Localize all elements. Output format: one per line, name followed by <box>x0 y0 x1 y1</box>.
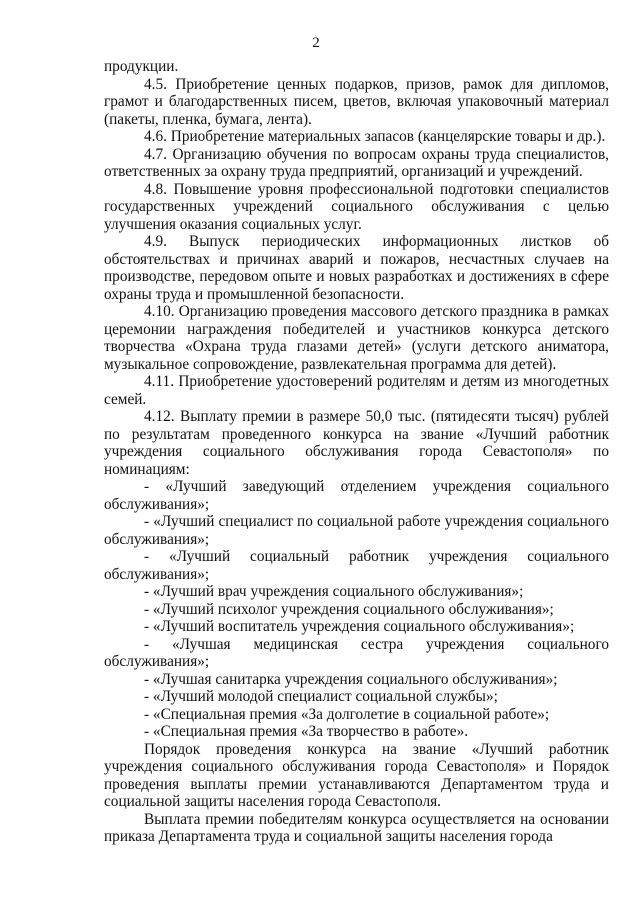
nomination-list-item: - «Специальная премия «За творчество в работе». <box>144 723 469 740</box>
nomination-list-item: - «Лучший воспитатель учреждения социального обслуживания»; <box>144 618 575 635</box>
paragraph-payment-basis: Выплата премии победителям конкурса осуществляется на основании приказа Департамента труда и социальной защиты населения города <box>104 810 609 845</box>
nomination-list-item: - «Лучший молодой специалист социальной службы»; <box>144 688 498 705</box>
paragraph-4-8: 4.8. Повышение уровня профессиональной подготовки специалистов государственных учреждений социального обслуживания с целью улучшения оказания социальных услуг. <box>104 180 609 233</box>
paragraph-contest-procedure: Порядок проведения конкурса на звание «Лучший работник учреждения социального обслуживания города Севастополя» и Порядок проведения выплаты премии устанавливаются Департаментом труда и социальной защиты населения города Севастополя. <box>104 740 609 810</box>
nomination-list-item: - «Лучший социальный работник учреждения социального обслуживания»; <box>104 548 609 583</box>
nomination-list-item: - «Лучшая медицинская сестра учреждения социального обслуживания»; <box>104 635 609 670</box>
nomination-list-item: - «Лучшая санитарка учреждения социального обслуживания»; <box>144 670 558 688</box>
nomination-list-item: - «Лучший врач учреждения социального обслуживания»; <box>144 583 524 600</box>
nomination-list-item: - «Специальная премия «За долголетие в социальной работе»; <box>144 705 550 723</box>
paragraph-4-11: 4.11. Приобретение удостоверений родителям и детям из многодетных семей. <box>104 373 609 408</box>
paragraph-continuation: продукции. <box>104 58 179 75</box>
paragraph-4-9: 4.9. Выпуск периодических информационных листков об обстоятельствах и причинах аварий и пожаров, несчастных случаев на производстве, передовом опыте и новых разработках и достижениях в сфере охраны труда и промышленной безопасности. <box>104 233 609 303</box>
nomination-list-item: - «Лучший психолог учреждения социального обслуживания»; <box>144 600 554 618</box>
paragraph-4-6: 4.6. Приобретение материальных запасов (канцелярские товары и др.). <box>144 128 606 145</box>
paragraph-4-12: 4.12. Выплату премии в размере 50,0 тыс. (пятидесяти тысяч) рублей по результатам проведенного конкурса на звание «Лучший работник учреждения социального обслуживания города Севастополя» по номинациям: <box>104 408 609 478</box>
paragraph-4-7: 4.7. Организацию обучения по вопросам охраны труда специалистов, ответственных за охрану труда предприятий, организаций и учреждений. <box>104 145 609 180</box>
paragraph-4-10: 4.10. Организацию проведения массового детского праздника в рамках церемонии награждения победителей и участников конкурса детского творчества «Охрана труда глазами детей» (услуги детского аниматора, музыкальное сопровождение, развлекательная программа для детей). <box>104 303 609 373</box>
page-number: 2 <box>312 35 320 51</box>
nomination-list-item: - «Лучший заведующий отделением учреждения социального обслуживания»; <box>104 478 609 513</box>
paragraph-4-5: 4.5. Приобретение ценных подарков, призов, рамок для дипломов, грамот и благодарственных писем, цветов, включая упаковочный материал (пакеты, пленка, бумага, лента). <box>104 75 609 128</box>
document-body <box>104 58 609 846</box>
nomination-list-item: - «Лучший специалист по социальной работе учреждения социального обслуживания»; <box>104 513 609 548</box>
